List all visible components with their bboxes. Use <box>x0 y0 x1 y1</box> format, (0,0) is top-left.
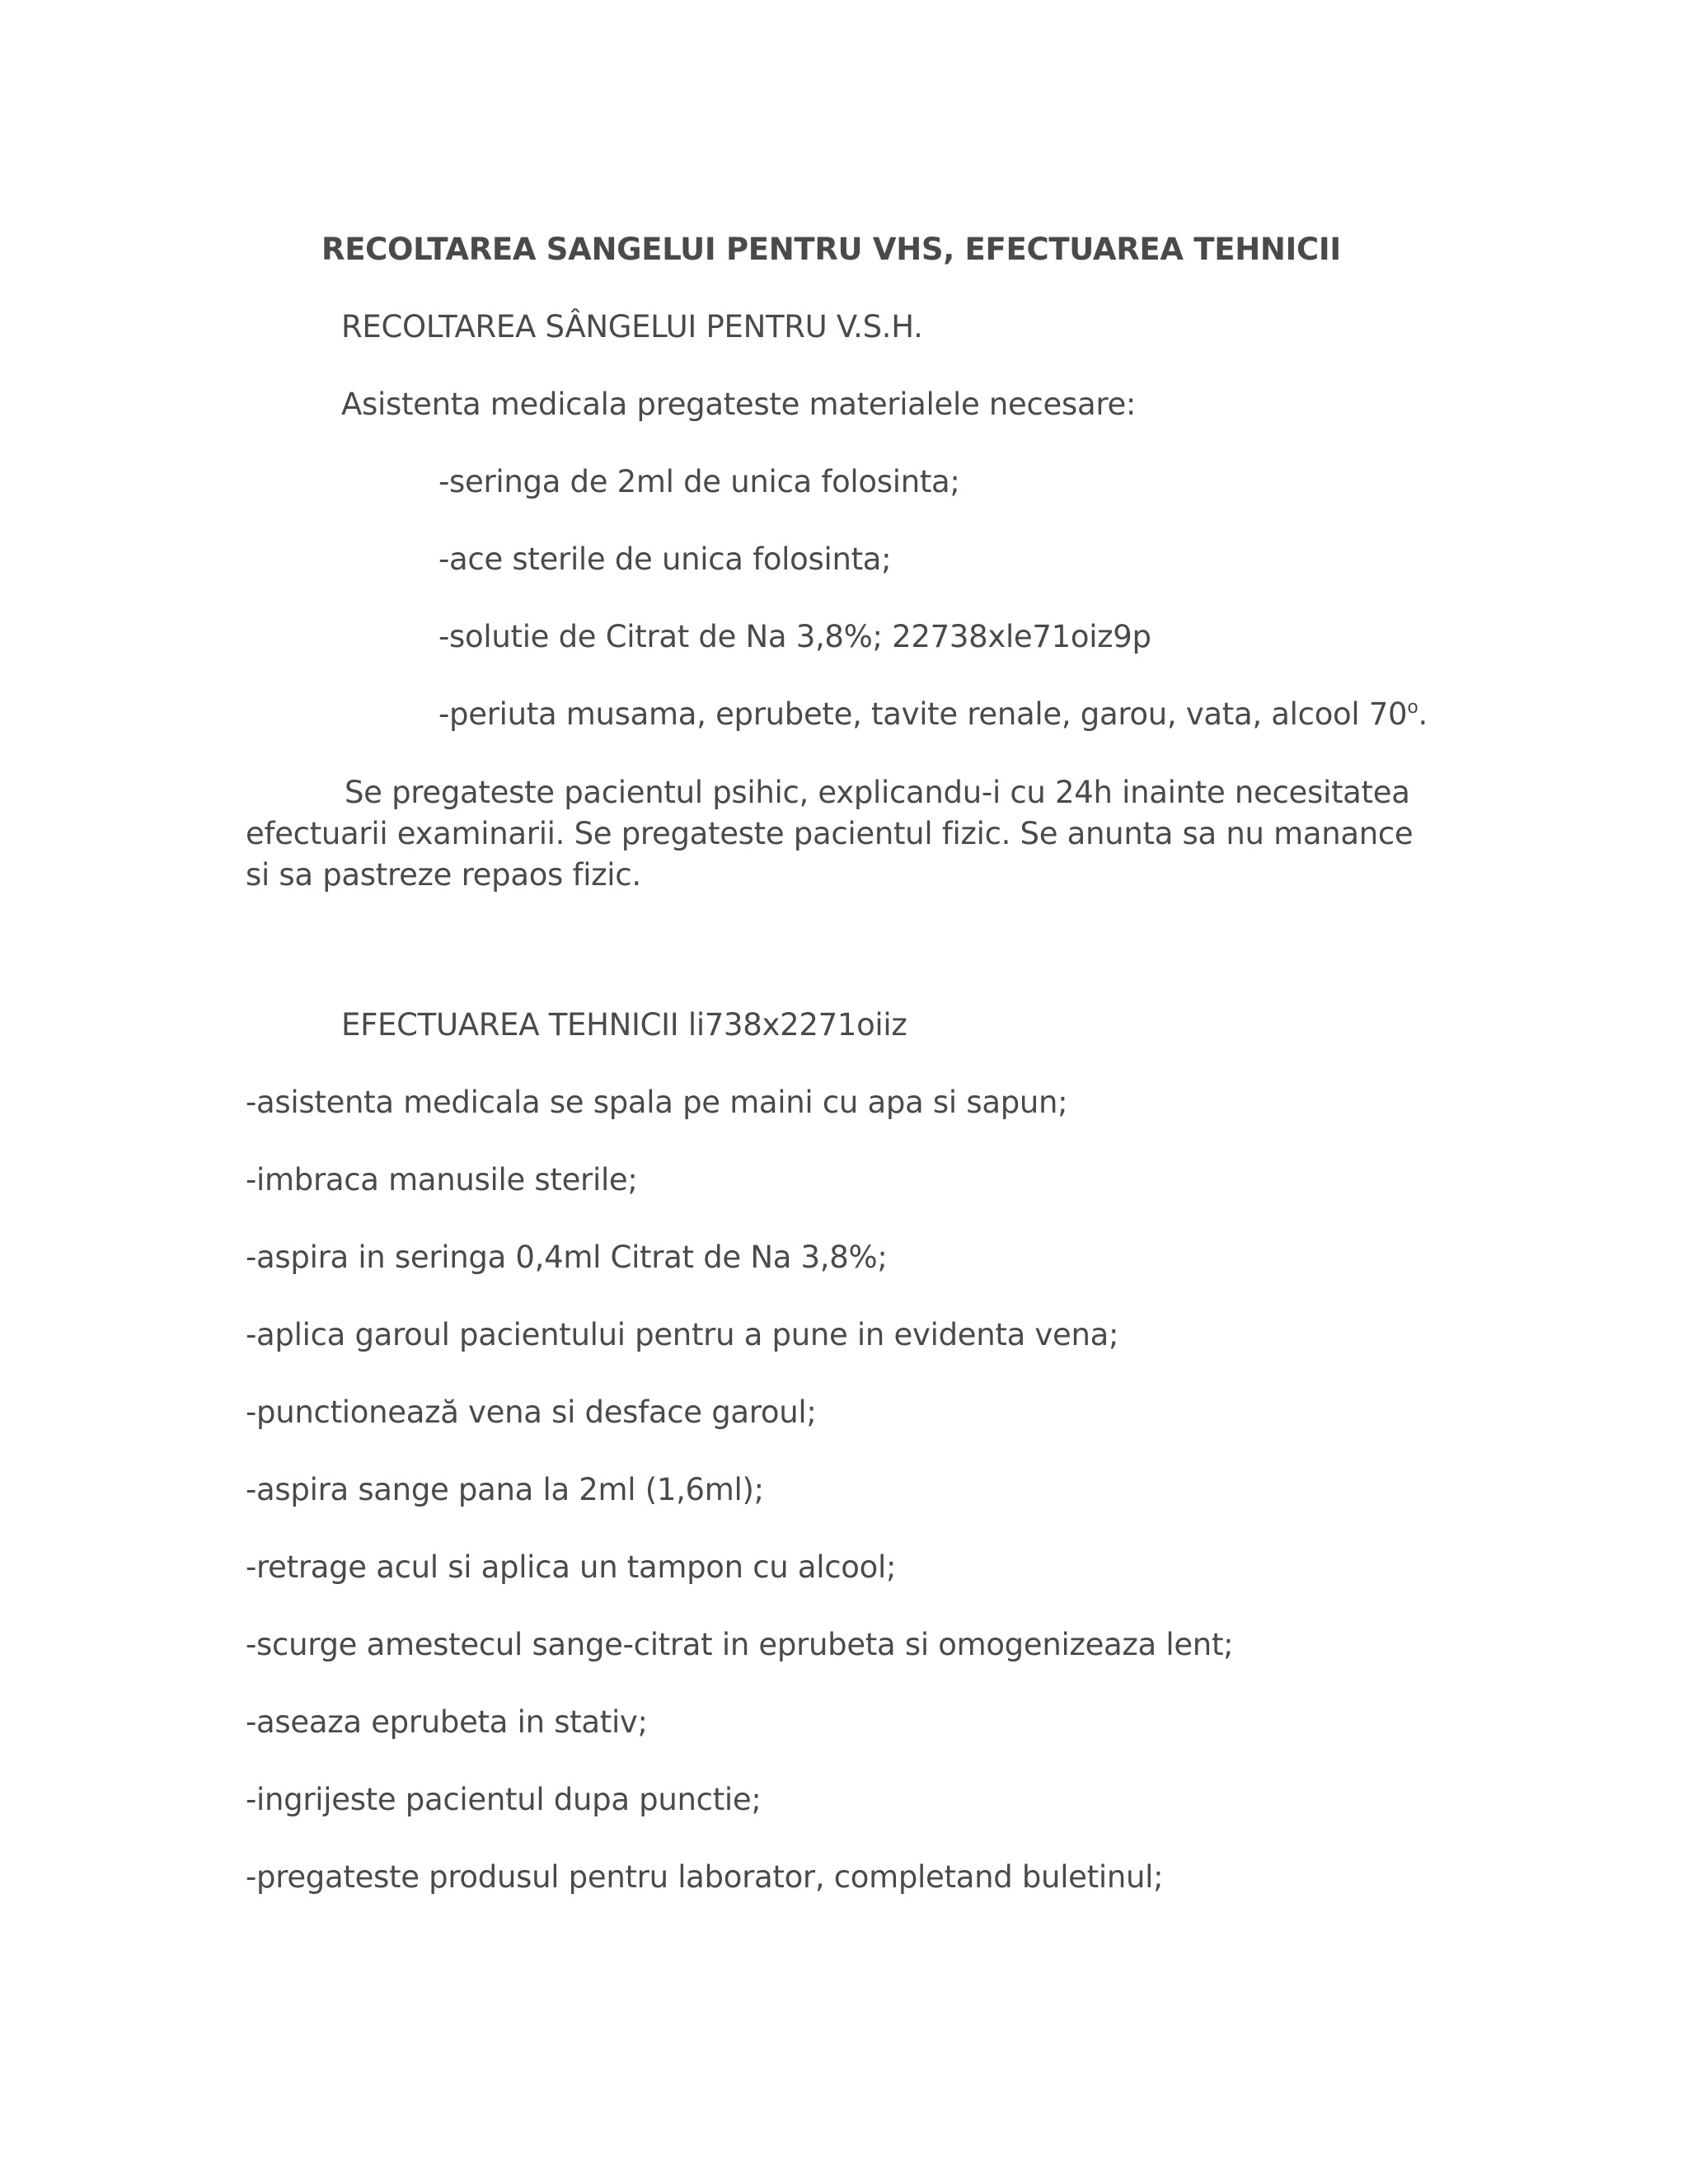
degree-mark: o <box>1407 697 1418 718</box>
material-item: -seringa de 2ml de unica folosinta; <box>438 464 960 499</box>
material-item-end: . <box>1418 696 1428 732</box>
material-item <box>438 695 1428 734</box>
section-heading-efectuarea: EFECTUAREA TEHNICII li738x2271oiiz <box>341 1007 907 1043</box>
step-item: -scurge amestecul sange-citrat in eprubeta si omogenizeaza lent; <box>246 1627 1234 1662</box>
section-heading-recoltarea: RECOLTAREA SÂNGELUI PENTRU V.S.H. <box>341 309 923 344</box>
material-item: -solutie de Citrat de Na 3,8%; 22738xle71oiz9p <box>438 619 1151 654</box>
materials-intro: Asistenta medicala pregateste materialele necesare: <box>341 387 1137 422</box>
material-item-text: -periuta musama, eprubete, tavite renale, garou, vata, alcool 70 <box>438 696 1408 732</box>
step-item: -asistenta medicala se spala pe maini cu apa si sapun; <box>246 1085 1068 1120</box>
step-item: -aspira in seringa 0,4ml Citrat de Na 3,8%; <box>246 1240 888 1275</box>
step-item: -pregateste produsul pentru laborator, completand buletinul; <box>246 1859 1164 1895</box>
step-item: -aseaza eprubeta in stativ; <box>246 1704 648 1740</box>
step-item: -ingrijeste pacientul dupa punctie; <box>246 1782 762 1817</box>
document-title: RECOLTAREA SANGELUI PENTRU VHS, EFECTUAREA TEHNICII <box>321 232 1341 267</box>
step-item: -retrage acul si aplica un tampon cu alcool; <box>246 1549 897 1585</box>
step-item: -imbraca manusile sterile; <box>246 1162 638 1197</box>
step-item: -aspira sange pana la 2ml (1,6ml); <box>246 1472 764 1507</box>
preparation-paragraph: Se pregateste pacientul psihic, explicandu-i cu 24h inainte necesitatea efectuarii examinarii. Se pregateste pacientul fizic. Se anunta sa nu manance si sa pastreze repaos fizic. <box>246 775 1414 893</box>
step-item: -punctionează vena si desface garoul; <box>246 1394 817 1430</box>
material-item: -ace sterile de unica folosinta; <box>438 541 892 577</box>
step-item: -aplica garoul pacientului pentru a pune in evidenta vena; <box>246 1317 1119 1352</box>
